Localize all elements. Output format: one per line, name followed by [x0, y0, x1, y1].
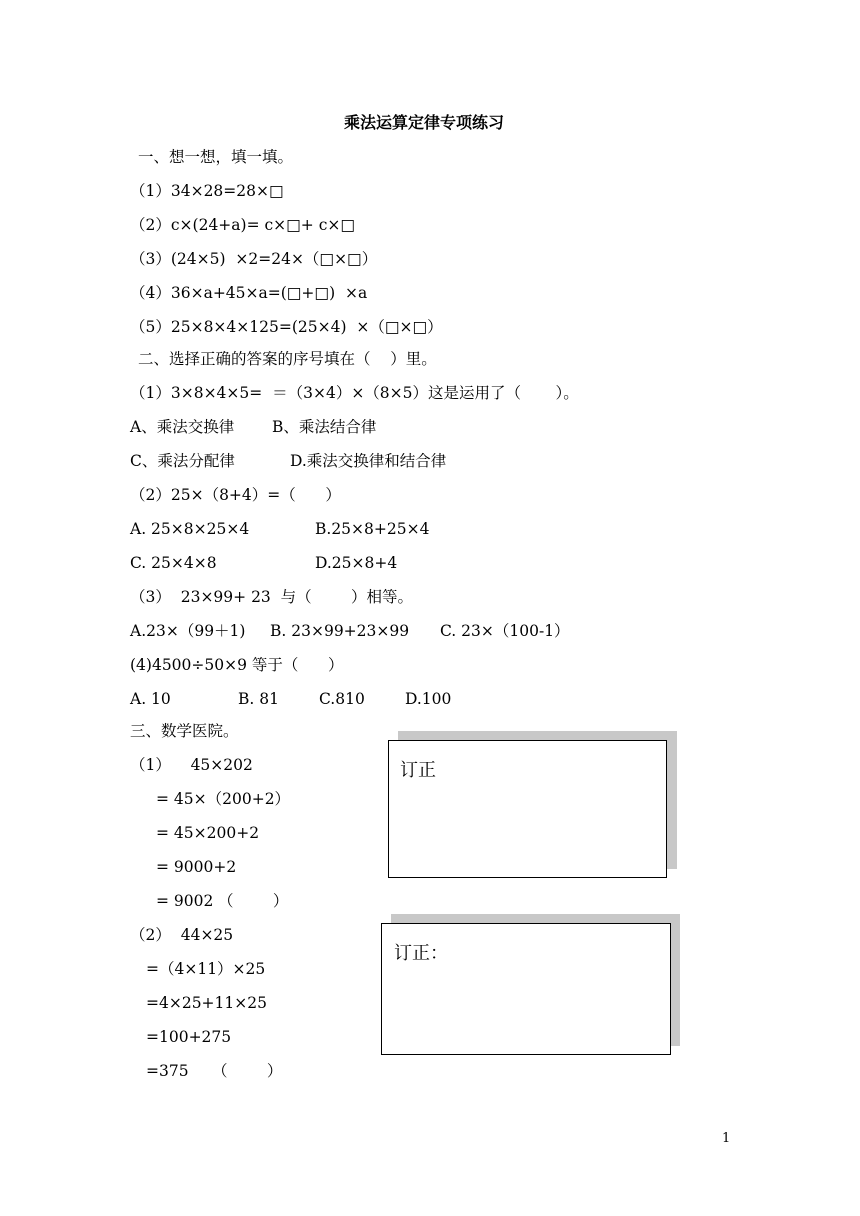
question-2-option-a: A. 25×8×25×4 [130, 520, 250, 538]
problem-2-line-3: =4×25+11×25 [146, 994, 267, 1012]
fill-item-3: （3）(24×5) ×2=24×（□×□） [130, 250, 378, 268]
question-1-option-a: A、乘法交换律 [130, 418, 235, 436]
fill-item-5: （5）25×8×4×125=(25×4) ×（□×□） [130, 318, 443, 336]
problem-1-line-5: = 9002 [156, 892, 214, 910]
correction-box-1-label: 订正 [400, 760, 436, 781]
question-2-option-b: B.25×8+25×4 [315, 520, 430, 538]
question-1-option-b: B、乘法结合律 [272, 418, 377, 436]
problem-2-line-5: =375 [146, 1062, 189, 1080]
question-2-stem: （2）25×（8+4）=（ ） [130, 486, 341, 504]
problem-2-judgement-blank: （ ） [212, 1062, 283, 1080]
section-3-heading: 三、数学医院。 [130, 722, 239, 740]
question-3-option-a: A.23×（99＋1) [130, 622, 246, 640]
question-3-option-b: B. 23×99+23×99 [270, 622, 410, 640]
question-4-option-d: D.100 [405, 690, 452, 708]
page-title: 乘法运算定律专项练习 [344, 113, 505, 132]
question-1-stem: （1）3×8×4×5= ＝（3×4）×（8×5）这是运用了（ ）。 [130, 384, 579, 402]
problem-2-line-1: （2） 44×25 [130, 926, 234, 944]
question-1-option-d: D.乘法交换律和结合律 [290, 452, 447, 470]
problem-1-line-3: = 45×200+2 [156, 824, 260, 842]
question-1-option-c: C、乘法分配律 [130, 452, 235, 470]
problem-2-line-2: =（4×11）×25 [146, 960, 266, 978]
problem-1-line-2: = 45×（200+2） [156, 790, 291, 808]
question-2-option-c: C. 25×4×8 [130, 554, 217, 572]
problem-1-judgement-blank: （ ） [218, 892, 289, 910]
question-4-stem: (4)4500÷50×9 等于（ ） [130, 656, 344, 674]
fill-item-4: （4）36×a+45×a=(□+□) ×a [130, 284, 368, 302]
section-2-heading: 二、选择正确的答案的序号填在（ ）里。 [138, 350, 437, 368]
section-1-heading: 一、想一想，填一填。 [138, 148, 294, 166]
fill-item-2: （2）c×(24+a)= c×□+ c×□ [130, 216, 356, 234]
question-2-option-d: D.25×8+4 [315, 554, 398, 572]
question-3-option-c: C. 23×（100-1） [440, 622, 570, 640]
question-4-option-b: B. 81 [238, 690, 279, 708]
problem-2-line-4: =100+275 [146, 1028, 232, 1046]
question-4-option-a: A. 10 [130, 690, 171, 708]
page-number: 1 [722, 1131, 731, 1146]
correction-box-2-label: 订正： [394, 943, 448, 964]
fill-item-1: （1）34×28=28×□ [130, 182, 284, 200]
question-4-option-c: C.810 [319, 690, 365, 708]
question-3-stem: （3） 23×99+ 23 与（ ）相等。 [130, 588, 414, 606]
problem-1-line-1: （1） 45×202 [130, 756, 253, 774]
problem-1-line-4: = 9000+2 [156, 858, 237, 876]
